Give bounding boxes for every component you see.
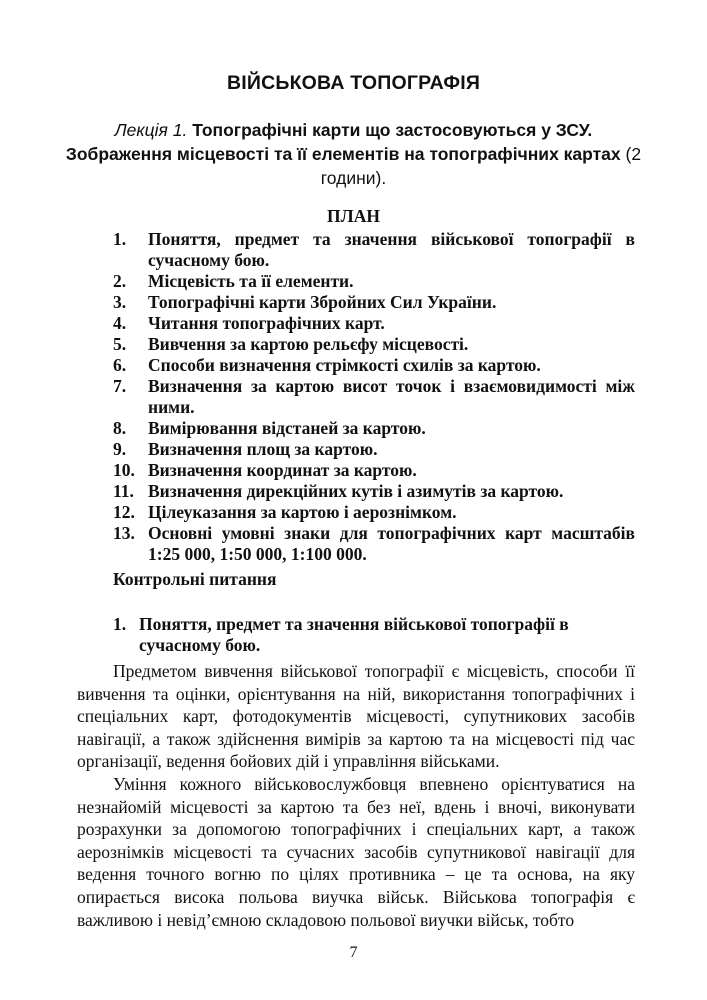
plan-item-number: 6. [113,355,127,375]
page-number: 7 [349,944,358,961]
plan-item-number: 12. [113,502,135,522]
plan-item-number: 10. [113,460,135,480]
plan-item-number: 9. [113,439,127,459]
paragraph: Уміння кожного військовослужбовця впевнено орієнтуватися на незнайомій місцевості за картою та без неї, вдень і вночі, виконувати розрахунки за допомогою топографічних і спеціальних карт, а також аерознімків місцевості та сучасних засобів супутникової навігації для ведення точного вогню по цілях противника – це та основа, на яку опирається висока польова виучка військ. Військова топографія є важливою і невід’ємною складовою польової виучки військ, тобто [77,773,635,930]
plan-item [113,292,635,313]
plan-item-number: 2. [113,271,127,291]
plan-item [113,502,635,523]
plan-item [113,481,635,502]
plan-item [113,355,635,376]
plan-item-text: Вивчення за картою рельєфу місцевості. [148,334,469,354]
paragraph: Предметом вивчення військової топографії є місцевість, способи її вивчення та оцінки, орієнтування на ній, використання топографічних і спеціальних карт, фотодокументів місцевості, супутникових засобів навігації, а також здійснення вимірів за картою та на місцевості під час організації, ведення бойових дій і управління військами. [77,661,635,772]
plan-item-text: Вимірювання відстаней за картою. [148,418,426,438]
plan-item-text: Цілеуказання за картою і аерознімком. [148,502,457,522]
plan-heading: ПЛАН [327,206,380,226]
plan-item-text: Місцевість та її елементи. [148,271,354,291]
plan-item-text: Способи визначення стрімкості схилів за картою. [148,355,541,375]
plan-item-number: 5. [113,334,127,354]
section-heading [113,614,613,656]
document-title: ВІЙСЬКОВА ТОПОГРАФІЯ [226,72,481,94]
plan-item [113,523,635,565]
plan-item [113,460,635,481]
control-questions: Контрольні питання [113,569,277,589]
plan-item [113,334,635,355]
plan-item [113,313,635,334]
lecture-heading [60,118,647,190]
plan-item-text: Топографічні карти Збройних Сил України. [148,292,497,312]
section-number: 1. [113,614,127,634]
plan-item-text: Визначення за картою висот точок і взаємовидимості між ними. [148,376,635,417]
plan-item-number: 13. [113,523,135,543]
body-text [77,660,635,931]
plan-item [113,271,635,292]
plan-item-text: Поняття, предмет та значення військової топографії в сучасному бою. [148,229,635,270]
plan-item-number: 11. [113,481,134,501]
plan-item-number: 8. [113,418,127,438]
plan-item-number: 4. [113,313,127,333]
plan-item [113,376,635,418]
plan-item [113,229,635,271]
plan-item-number: 1. [113,229,127,249]
plan-list [113,229,635,565]
plan-item [113,439,635,460]
plan-item-text: Визначення площ за картою. [148,439,378,459]
lecture-hours: (2 години). [320,144,642,188]
section-title: Поняття, предмет та значення військової топографії в сучасному бою. [139,614,569,655]
lecture-title: Топографічні карти що застосовуються у ЗСУ. Зображення місцевості та її елементів на топографічних картах [65,120,621,164]
plan-item-text: Визначення дирекційних кутів і азимутів за картою. [148,481,564,501]
plan-item-number: 3. [113,292,127,312]
plan-item-text: Основні умовні знаки для топографічних карт масштабів 1:25 000, 1:50 000, 1:100 000. [148,523,635,564]
plan-item-number: 7. [113,376,127,396]
lecture-prefix: Лекція 1. [114,120,188,140]
plan-item-text: Читання топографічних карт. [148,313,385,333]
plan-item [113,418,635,439]
plan-item-text: Визначення координат за картою. [148,460,417,480]
